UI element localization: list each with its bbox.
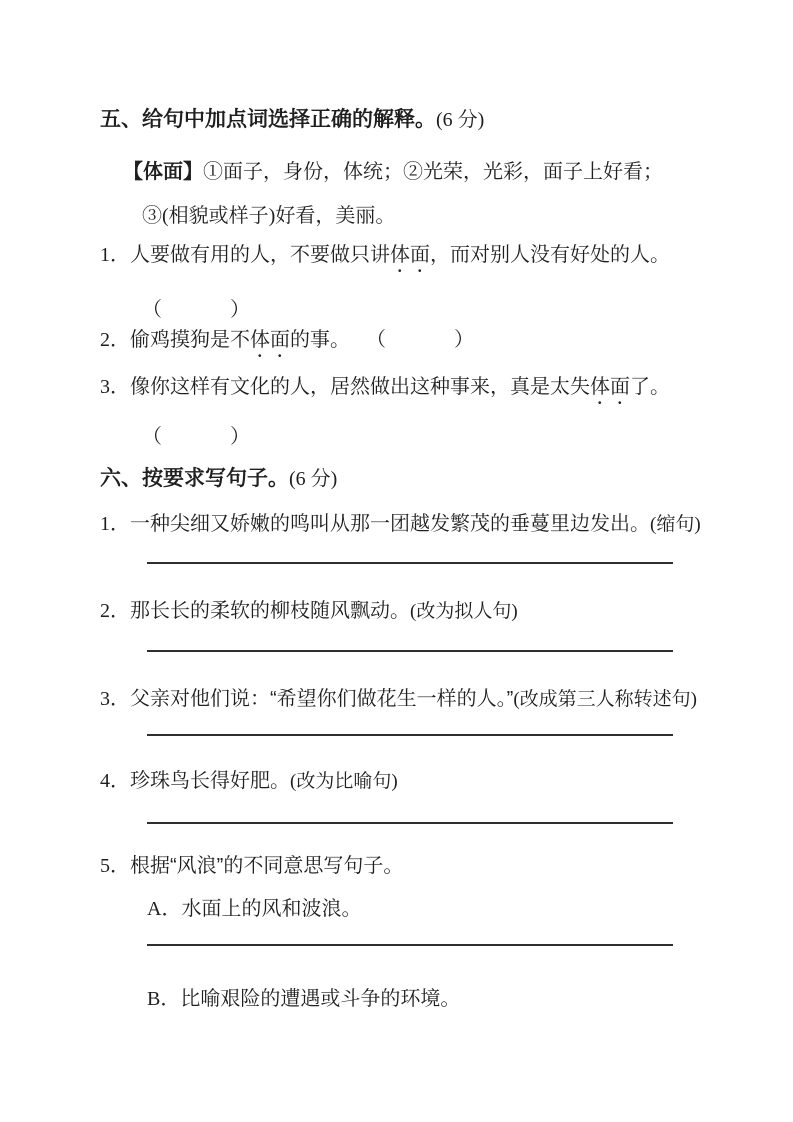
s6-item-5-subitem-a-answer-line[interactable] xyxy=(147,924,673,946)
s6-item-4-answer-line[interactable] xyxy=(147,797,673,824)
s5-item-1-number: 1． xyxy=(100,244,130,266)
s6-item-5-subitem-b xyxy=(100,984,695,1014)
s6-item-5-subitem-b-text: 比喻艰险的遭遇或斗争的环境。 xyxy=(180,988,461,1010)
s6-item-1-instruction: (缩句) xyxy=(650,514,701,535)
s6-item-3-instruction: (改成第三人称转述句) xyxy=(513,689,697,710)
s6-item-1-number: 1． xyxy=(100,513,130,535)
s5-item-3-emphasized-word: 体面 xyxy=(590,376,630,398)
s5-item-2-pre: 偷鸡摸狗是不 xyxy=(130,329,250,351)
section-five-points: (6 分) xyxy=(436,109,485,131)
s6-item-2 xyxy=(100,596,695,627)
s6-item-4-number: 4． xyxy=(100,770,130,792)
section-six-points: (6 分) xyxy=(289,468,338,490)
s5-item-2-answer-parens[interactable]: （ ） xyxy=(376,329,476,351)
s5-item-3-number: 3． xyxy=(100,376,130,398)
s5-item-1-post: ，而对别人没有好处的人。 xyxy=(430,244,670,266)
s6-item-2-text: 那长长的柔软的柳枝随风飘动。 xyxy=(130,600,410,622)
s6-item-5-subitem-a xyxy=(100,894,695,924)
worksheet-content xyxy=(100,100,701,1014)
s5-item-3 xyxy=(100,372,695,409)
s5-item-2-emphasized-word: 体面 xyxy=(250,329,290,351)
s5-item-2-post: 的事。 xyxy=(290,329,350,351)
section-six-heading xyxy=(100,464,695,494)
s6-item-2-answer-line[interactable] xyxy=(147,627,673,652)
s6-item-3-number: 3． xyxy=(100,688,130,710)
s6-item-2-number: 2． xyxy=(100,600,130,622)
s5-item-3-pre: 像你这样有文化的人，居然做出这种事来，真是太失 xyxy=(130,376,590,398)
s6-item-1 xyxy=(100,509,701,540)
s6-item-1-text: 一种尖细又娇嫩的鸣叫从那一团越发繁茂的垂蔓里边发出。 xyxy=(130,513,650,535)
s6-item-5-subitem-a-label: A． xyxy=(147,898,182,920)
s5-item-3-post: 了。 xyxy=(630,376,670,398)
s6-item-4-instruction: (改为比喻句) xyxy=(290,771,398,792)
section-six-title: 六、按要求写句子。 xyxy=(100,467,289,490)
s6-item-5-subitem-a-text: 水面上的风和波浪。 xyxy=(181,898,362,920)
s6-item-5-subitem-b-label: B． xyxy=(147,988,181,1010)
s6-item-1-answer-line[interactable] xyxy=(147,540,673,564)
section-five-title: 五、给句中加点词选择正确的解释。 xyxy=(100,108,436,131)
definition-block xyxy=(123,150,702,238)
s5-item-2 xyxy=(100,325,695,362)
s6-item-2-instruction: (改为拟人句) xyxy=(410,601,518,622)
s5-item-1-emphasized-word: 体面 xyxy=(390,244,430,266)
definition-body: ①面子，身份，体统；②光荣，光彩，面子上好看；③(相貌或样子)好看，美丽。 xyxy=(142,161,663,227)
s5-item-2-number: 2． xyxy=(100,329,130,351)
section-five-heading xyxy=(100,105,695,135)
s6-item-3-text: 父亲对他们说：“希望你们做花生一样的人。” xyxy=(130,688,514,710)
s6-item-5-number: 5． xyxy=(100,855,130,877)
s6-item-5 xyxy=(100,851,695,881)
s6-item-4-text: 珍珠鸟长得好肥。 xyxy=(130,770,290,792)
s6-item-5-text: 根据“风浪”的不同意思写句子。 xyxy=(130,855,404,877)
s6-item-3-answer-line[interactable] xyxy=(147,722,673,736)
s5-item-1-pre: 人要做有用的人，不要做只讲 xyxy=(130,244,390,266)
s6-item-4 xyxy=(100,766,695,797)
s5-item-3-answer-parens[interactable]: （ ） xyxy=(142,426,252,448)
s5-item-1-answer-parens[interactable]: （ ） xyxy=(142,299,252,321)
s5-item-1 xyxy=(100,240,695,277)
definition-term: 【体面】 xyxy=(123,161,203,183)
s6-item-3 xyxy=(100,677,732,722)
